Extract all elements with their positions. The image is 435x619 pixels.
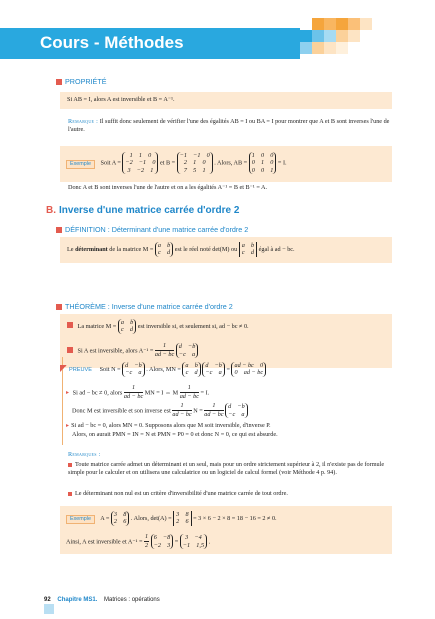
proof-line-2: ▸ Si ad − bc ≠ 0, alors $\frac{1}{ad - bc}$ MN = I ⇔ M $\frac{1}{ad - bc}$ = I. xyxy=(66,384,210,401)
propriete-example: Exemple Soit A = 1 1 0 −2 −1 0 3 −2 1 et B = −1 −1 0 2 1 0 7 5 1 . Alors, AB = 1 0 0 0 1 0 0 0 1 = I. xyxy=(66,152,287,174)
definition-text: Le déterminant de la matrice M = a b c d est le réel noté det(M) ou a b c d égal à ad − bc. xyxy=(67,242,295,257)
page-title: Cours - Méthodes xyxy=(40,33,184,52)
page-footer xyxy=(44,596,160,604)
matrix-inverse-result: 3 −4 −1 1,5 xyxy=(180,534,207,549)
matrix-inverse: d −b −c a xyxy=(176,343,199,358)
propriete-heading: PROPRIÉTÉ xyxy=(56,77,107,87)
definition-box xyxy=(60,237,392,263)
section-b-heading: B. Inverse d'une matrice carrée d'ordre 2 xyxy=(46,205,240,216)
red-square-icon xyxy=(56,79,62,85)
proof-flag-icon xyxy=(60,365,67,372)
example-2-line-2: Ainsi, A est inversible et A⁻¹ = $\frac{1}{2}$ 6 −8 −2 3 = 3 −4 −1 1,5 . xyxy=(66,533,211,550)
proof-line-1: PREUVE Soit N = d −b −c a . Alors, MN = a b c d d −b −c a = ad − bc 0 0 ad − bc xyxy=(60,362,266,377)
example-2-box xyxy=(60,506,392,554)
matrix-cofactor: 6 −8 −2 3 xyxy=(151,534,174,549)
matrix-B: −1 −1 0 2 1 0 7 5 1 xyxy=(177,152,213,174)
determinant-bars: 3 8 2 6 xyxy=(173,511,191,526)
matrix-M: a b c d xyxy=(118,319,136,334)
bullet-icon xyxy=(68,463,72,467)
bullet-icon xyxy=(68,492,72,496)
theoreme-item-2: Si A est inversible, alors A⁻¹ = $\frac{1}{ad - bc}$ d −b −c a xyxy=(67,342,198,360)
proof-line-3: Donc M est inversible et son inverse est $\frac{1}{ad - bc}$ N = $\frac{1}{ad - bc}$ d −b −c a xyxy=(72,402,248,420)
theoreme-heading: THÉORÈME : Inverse d'une matrice carrée d'ordre 2 xyxy=(56,302,233,312)
matrix-A: 1 1 0 −2 −1 0 3 −2 1 xyxy=(122,152,158,174)
fraction: $\frac{1}{2}$ xyxy=(145,533,149,550)
matrix-M: a b c d xyxy=(182,362,200,377)
matrix-A: 3 8 2 6 xyxy=(111,511,129,526)
arrow-icon: ▸ xyxy=(66,389,70,397)
matrix-I: 1 0 0 0 1 0 0 0 1 xyxy=(249,152,277,174)
bullet-icon xyxy=(67,347,73,353)
example-badge: Exemple xyxy=(66,160,95,169)
page-number: 92 xyxy=(44,597,51,603)
matrix-N: d −b −c a xyxy=(122,362,145,377)
matrix-N: d −b −c a xyxy=(202,362,225,377)
arrow-icon: ▸ xyxy=(66,422,70,429)
theoreme-box xyxy=(60,314,392,368)
matrix-M: a b c d xyxy=(155,242,173,257)
propriete-remark: Remarque : Il suffit donc seulement de vérifier l'une des égalités AB = I ou BA = I pour montrer que A et B sont inverses l'une de l'autre. xyxy=(68,118,390,134)
proof-line-5: Alors, on aurait PMN = IN = N et PMN = P0 = 0 et donc N = 0, ce qui est absurde. xyxy=(72,431,278,438)
chapter-topic: Matrices : opérations xyxy=(104,597,160,603)
propriete-conclusion: Donc A et B sont inverses l'une de l'autre et on a les égalités A⁻¹ = B et B⁻¹ = A. xyxy=(68,184,268,191)
red-square-icon xyxy=(56,304,62,310)
fraction: $\frac{1}{ad - bc}$ xyxy=(154,342,175,359)
propriete-statement: Si AB = I, alors A est inversible et B = A⁻¹. xyxy=(67,96,175,103)
propriete-box xyxy=(60,92,392,109)
remarque-1: Toute matrice carrée admet un déterminant et un seul, mais pour un ordre strictement supérieur à 2, il n'existe pas de formule simple pour le calculer et on utilisera une calculatrice ou un logiciel de calcul formel (voir Méthode 4 p. 94). xyxy=(68,461,385,477)
footer-color-block xyxy=(44,604,54,614)
proof-line-4: ▸ Si ad − bc = 0, alors MN = 0. Supposons alors que M soit inversible, d'inverse P. xyxy=(66,422,271,429)
page-header xyxy=(0,0,435,63)
propriete-example-box xyxy=(60,146,392,182)
remarques-title: Remarques : xyxy=(68,451,101,458)
decorative-pixel-pattern xyxy=(300,10,435,62)
example-badge: Exemple xyxy=(66,515,95,524)
theoreme-item-1: La matrice M = a b c d est inversible si, et seulement si, ad − bc ≠ 0. xyxy=(67,319,249,334)
bullet-icon xyxy=(67,322,73,328)
red-square-icon xyxy=(56,227,62,233)
chapter-label: Chapitre MS1. xyxy=(57,597,98,603)
definition-heading: DÉFINITION : Déterminant d'une matrice carrée d'ordre 2 xyxy=(56,225,248,235)
matrix-product: ad − bc 0 0 ad − bc xyxy=(231,362,266,377)
example-2-line-1: Exemple A = 3 8 2 6 . Alors, det(A) = 3 8 2 6 = 3 × 6 − 2 × 8 = 18 − 16 = 2 ≠ 0. xyxy=(66,511,277,526)
determinant-bars: a b c d xyxy=(239,242,257,257)
matrix-N: d −b −c a xyxy=(225,403,248,418)
remarque-2: Le déterminant non nul est un critère d'inversibilité d'une matrice carrée de tout ordre. xyxy=(68,490,392,498)
